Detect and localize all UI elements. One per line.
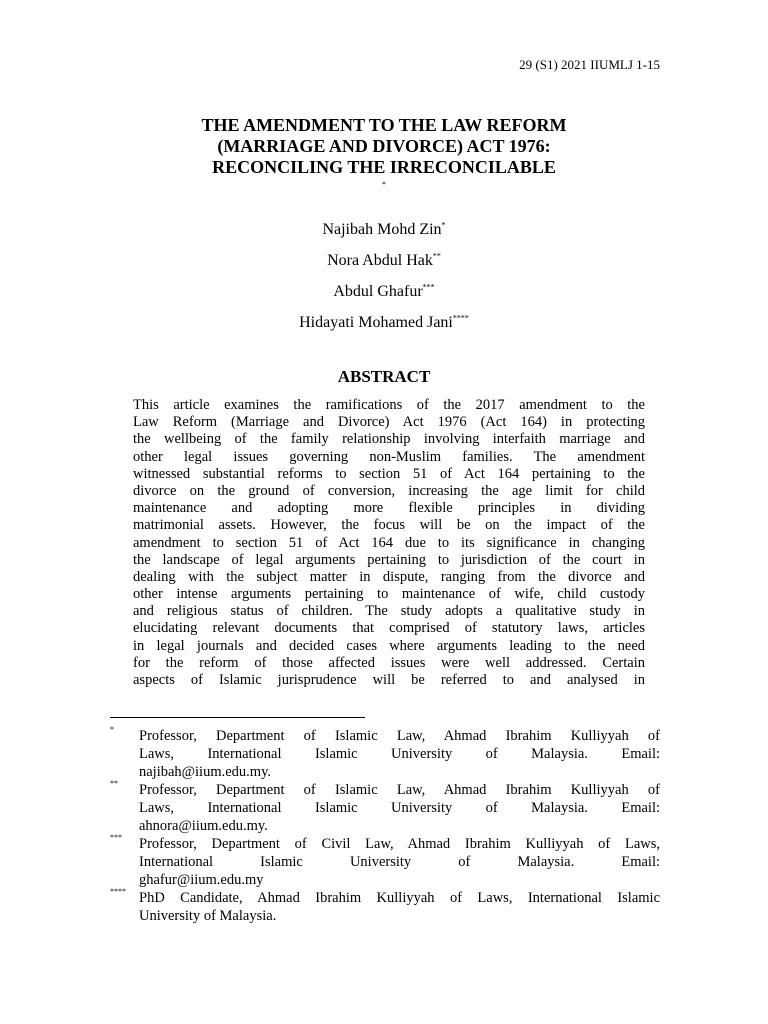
footnote-line: International Islamic University of Malaysia. Email: (139, 854, 660, 870)
title-line (0, 157, 768, 199)
abstract-line: Law Reform (Marriage and Divorce) Act 1976 (Act 164) in protecting (133, 414, 645, 431)
author-name: Nora Abdul Hak (327, 252, 433, 269)
abstract-line: other intense arguments pertaining to maintenance of wife, child custody (133, 586, 645, 603)
footnote-line: PhD Candidate, Ahmad Ibrahim Kulliyyah of Laws, International Islamic (139, 890, 660, 906)
abstract-line: aspects of Islamic jurisprudence will be referred to and analysed in (133, 672, 645, 688)
footnote-email: ghafur@iium.edu.my (139, 872, 264, 888)
abstract-line: amendment to section 51 of Act 164 due to its significance in changing (133, 534, 645, 551)
footnote-email: ahnora@iium.edu.my. (139, 818, 268, 834)
abstract-line: and religious status of children. The study adopts a qualitative study in (133, 603, 645, 620)
footnote-mark: **** (110, 887, 126, 896)
footnote-line: Professor, Department of Civil Law, Ahmad Ibrahim Kulliyyah of Laws, (139, 836, 660, 852)
abstract-line: maintenance and adopting more flexible principles in dividing (133, 500, 645, 517)
footnote-mark: *** (110, 833, 122, 842)
footnote (110, 889, 660, 925)
author-footnote-mark: **** (452, 313, 469, 323)
author-footnote-mark: * (441, 220, 446, 230)
title-line: (MARRIAGE AND DIVORCE) ACT 1976: (217, 136, 551, 156)
abstract-line: This article examines the ramifications of the 2017 amendment to the (133, 397, 645, 413)
abstract-line: other legal issues governing non-Muslim families. The amendment (133, 448, 645, 465)
abstract-line: witnessed substantial reforms to section 51 of Act 164 pertaining to the (133, 465, 645, 482)
footnote (110, 835, 660, 889)
footnote-line: Professor, Department of Islamic Law, Ahmad Ibrahim Kulliyyah of (139, 782, 660, 798)
abstract-line: in legal journals and decided cases where arguments leading to the need (133, 637, 645, 654)
abstract-line: dealing with the subject matter in dispute, ranging from the divorce and (133, 568, 645, 585)
title-line: THE AMENDMENT TO THE LAW REFORM (201, 115, 567, 135)
abstract-line: elucidating relevant documents that comprised of statutory laws, articles (133, 620, 645, 637)
author (0, 251, 768, 282)
abstract-line: matrimonial assets. However, the focus will be on the impact of the (133, 517, 645, 534)
author (0, 282, 768, 313)
footnote-line: Professor, Department of Islamic Law, Ahmad Ibrahim Kulliyyah of (139, 728, 660, 744)
abstract-line: the wellbeing of the family relationship involving interfaith marriage and (133, 431, 645, 448)
title-footnote-mark: * (382, 180, 386, 189)
footnote-mark: ** (110, 779, 118, 788)
footnote-line: University of Malaysia. (139, 908, 277, 924)
running-header: 29 (S1) 2021 IIUMLJ 1-15 (519, 57, 660, 72)
footnotes (110, 727, 660, 925)
footnote (110, 727, 660, 781)
footnote (110, 781, 660, 835)
footnote-mark: * (110, 725, 114, 734)
abstract-line: the landscape of legal arguments pertaining to jurisdiction of the court in (133, 551, 645, 568)
abstract-body (133, 397, 645, 689)
author (0, 220, 768, 251)
abstract-line: for the reform of those affected issues were well addressed. Certain (133, 654, 645, 671)
author-name: Hidayati Mohamed Jani (299, 314, 453, 331)
article-title (0, 115, 768, 199)
footnote-line: Laws, International Islamic University of Malaysia. Email: (139, 800, 660, 816)
footnote-line: Laws, International Islamic University of Malaysia. Email: (139, 746, 660, 762)
footnote-email: najibah@iium.edu.my. (139, 764, 272, 780)
author-footnote-mark: ** (432, 251, 441, 261)
title-line-text: RECONCILING THE IRRECONCILABLE (212, 157, 556, 177)
author-footnote-mark: *** (422, 282, 435, 292)
author-name: Abdul Ghafur (333, 283, 423, 300)
author-list (0, 220, 768, 344)
author-name: Najibah Mohd Zin (322, 221, 442, 238)
footnote-separator (110, 717, 365, 718)
abstract-heading: ABSTRACT (337, 367, 431, 386)
abstract-line: divorce on the ground of conversion, increasing the age limit for child (133, 482, 645, 499)
author (0, 313, 768, 344)
